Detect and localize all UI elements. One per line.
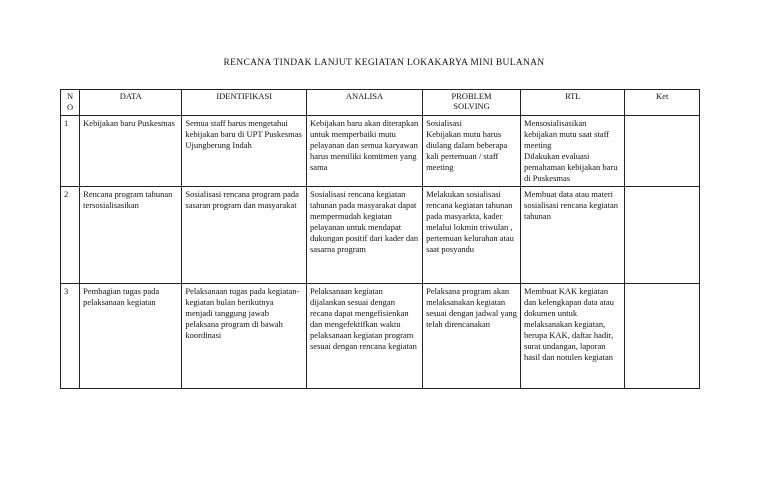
cell-data: Kebijakan baru Puskesmas (80, 116, 182, 187)
cell-no: 1 (61, 116, 80, 187)
table-header-row (61, 90, 700, 116)
action-plan-table (60, 89, 700, 389)
header-rtl: RTL (521, 90, 625, 116)
cell-problem-solving: Pelaksana program akan melaksanakan kegiatan sesuai dengan jadwal yang telah direncanakan (423, 284, 521, 389)
cell-rtl: Membuat KAK kegiatan dan kelengkapan data atau dokumen untuk melaksanakan kegiatan, berupa KAK, daftar hadir, surat undangan, laporan hasil dan notulen kegiatan (521, 284, 625, 389)
cell-rtl: Mensosialisasikan kebijakan mutu saat staff meeting Dilakukan evaluasi pemahaman kebijakan baru di Puskesmas (521, 116, 625, 187)
cell-identifikasi: Sosialisasi rencana program pada sasaran program dan masyarakat (182, 187, 307, 284)
cell-analisa: Sosialisasi rencana kegiatan tahunan pada masyarakat dapat mempermudah kegiatan pelayanan untuk mendapat dukungan positif dari kader dan sasarna program (306, 187, 422, 284)
cell-identifikasi: Semua staff harus mengetahui kebijakan baru di UPT Puskesmas Ujungberung Indah (182, 116, 307, 187)
cell-analisa: Pelaksanaan kegiatan dijalankan sesuai dengan recana dapat mengefisienkan dan mengefektifkan waktu pelaksanaan kegiatan program sesuai dengan rencana kegiatan (306, 284, 422, 389)
cell-ket (625, 284, 700, 389)
cell-identifikasi: Pelaksanaan tugas pada kegiatan-kegiatan bulan berikutnya menjadi tanggung jawab pelaksana program di bawah koordinasi (182, 284, 307, 389)
cell-problem-solving: Sosialisasi Kebijakan mutu harus diulang dalam beberapa kali pertemuan / staff meeting (423, 116, 521, 187)
table-row (61, 116, 700, 187)
cell-rtl: Membuat data atau materi sosialisasi rencana kegiatan tahunan (521, 187, 625, 284)
header-ket: Ket (625, 90, 700, 116)
header-problem-solving: PROBLEM SOLVING (423, 90, 521, 116)
table-row (61, 284, 700, 389)
document-title: RENCANA TINDAK LANJUT KEGIATAN LOKAKARYA MINI BULANAN (223, 58, 545, 68)
header-analisa: ANALISA (306, 90, 422, 116)
header-identifikasi: IDENTIFIKASI (182, 90, 307, 116)
cell-ket (625, 116, 700, 187)
cell-no: 2 (61, 187, 80, 284)
cell-problem-solving: Melakukan sosialisasi rencana kegiatan tahunan pada masyarkta, kader melalui lokmin triwulan , pertemuan kelurahan atau saat posyandu (423, 187, 521, 284)
header-no: NO (61, 90, 80, 116)
header-data: DATA (80, 90, 182, 116)
cell-no: 3 (61, 284, 80, 389)
cell-data: Pembagian tugas pada pelaksanaan kegiatan (80, 284, 182, 389)
cell-ket (625, 187, 700, 284)
cell-data: Rencana program tahunan tersosialisasikan (80, 187, 182, 284)
cell-analisa: Kebijakan baru akan diterapkan untuk memperbaiki mutu pelayanan dan semua karyawan harus memiliki komitmen yang sama (306, 116, 422, 187)
table-row (61, 187, 700, 284)
